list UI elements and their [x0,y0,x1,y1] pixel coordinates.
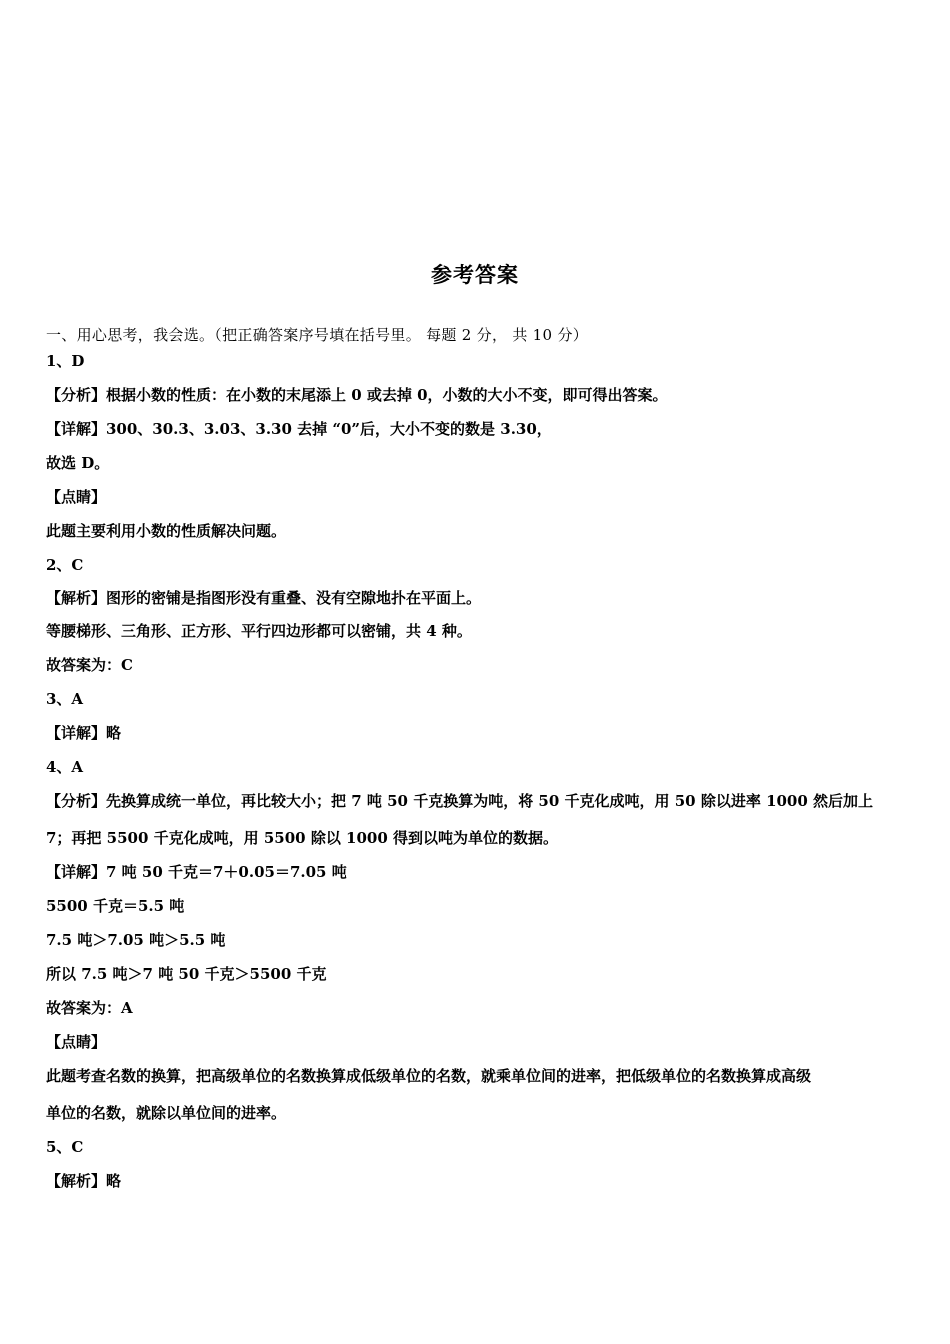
answer-4-detail-line1: 【详解】7 吨 50 千克＝7＋0.05＝7.05 吨 [46,863,347,881]
answer-4-detail-line3: 7.5 吨＞7.05 吨＞5.5 吨 [46,931,226,949]
answer-4-label: 4、A [46,758,84,776]
answer-1-analysis: 【分析】根据小数的性质：在小数的末尾添上 0 或去掉 0，小数的大小不变，即可得出答案。 [46,386,668,404]
section-heading: 一、用心思考，我会选。（把正确答案序号填在括号里。 每题 2 分， 共 10 分） [46,326,589,344]
answer-1-detail: 【详解】300、30.3、3.03、3.30 去掉 “0”后，大小不变的数是 3.30， [46,420,552,438]
answer-2-explanation: 【解析】图形的密铺是指图形没有重叠、没有空隙地扑在平面上。 [46,589,482,607]
answer-4-detail-line4: 所以 7.5 吨＞7 吨 50 千克＞5500 千克 [46,965,327,983]
answer-3-detail: 【详解】略 [46,724,122,742]
answer-3-label: 3、A [46,690,84,708]
answer-4-comment-label: 【点睛】 [46,1033,107,1051]
answer-5-label: 5、C [46,1138,84,1156]
answer-4-comment-line1: 此题考查名数的换算，把高级单位的名数换算成低级单位的名数，就乘单位间的进率，把低级单位的名数换算成高级 [46,1067,812,1085]
answer-1-choice: 故选 D。 [46,454,110,472]
page-title: 参考答案 [431,263,519,287]
answer-1-comment: 此题主要利用小数的性质解决问题。 [46,522,287,540]
answer-5-explanation: 【解析】略 [46,1172,122,1190]
answer-2-choice: 故答案为：C [46,656,133,674]
answer-1-comment-label: 【点睛】 [46,488,107,506]
answer-4-choice: 故答案为：A [46,999,133,1017]
answer-2-detail: 等腰梯形、三角形、正方形、平行四边形都可以密铺，共 4 种。 [46,622,472,640]
answer-1-label: 1、D [46,352,85,370]
answer-4-analysis-line1: 【分析】先换算成统一单位，再比较大小；把 7 吨 50 千克换算为吨，将 50 千克化成吨，用 50 除以进率 1000 然后加上 [46,792,874,810]
answer-2-label: 2、C [46,556,84,574]
answer-4-analysis-line2: 7；再把 5500 千克化成吨，用 5500 除以 1000 得到以吨为单位的数据。 [46,829,559,847]
answer-4-comment-line2: 单位的名数，就除以单位间的进率。 [46,1104,287,1122]
answer-4-detail-line2: 5500 千克＝5.5 吨 [46,897,185,915]
